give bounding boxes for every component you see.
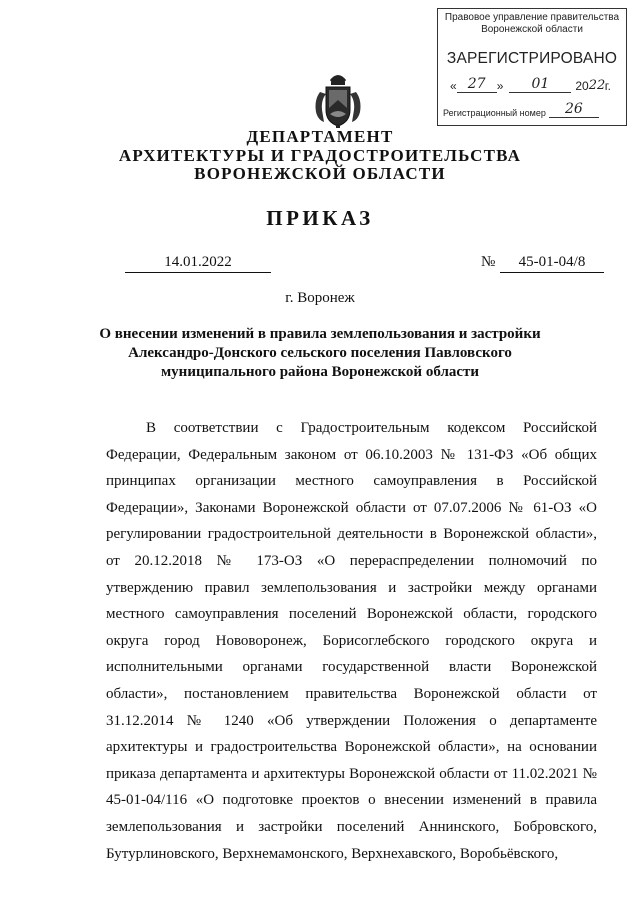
document-type: ПРИКАЗ bbox=[266, 206, 374, 230]
order-subject bbox=[80, 325, 560, 382]
registration-stamp bbox=[437, 8, 627, 126]
department-line3: ВОРОНЕЖСКОЙ ОБЛАСТИ bbox=[194, 164, 446, 183]
stamp-authority-line2: Воронежской области bbox=[481, 24, 583, 35]
city: г. Воронеж bbox=[285, 290, 355, 306]
stamp-authority-line1: Правовое управление правительства bbox=[444, 12, 620, 23]
department-line2: АРХИТЕКТУРЫ И ГРАДОСТРОИТЕЛЬСТВА bbox=[118, 145, 522, 165]
stamp-date-year-prefix: 20 bbox=[575, 79, 589, 93]
order-body-paragraph: В соответствии с Градостроительным кодексом Российской Федерации, Федеральным законом от 06.10.2003 № 131-ФЗ «Об общих принципах организации местного самоуправления в Российской Федерации», Законами Воронежской области от 07.07.2006 № 61-ОЗ «О регулировании градостроительной деятельности в Воронежской области», от 20.12.2018 № 173-ОЗ «О перераспределении полномочий по утверждению правил землепользования и застройки между органами местного самоуправления поселений Воронежской области, городского округа город Нововоронеж, Борисоглебского городского округа и исполнительными органами государственной власти Воронежской области», постановлением правительства Воронежской области от 31.12.2014 № 1240 «Об утверждении Положения о департаменте архитектуры и градостроительства Воронежской области», на основании приказа департамента и архитектуры Воронежской области от 11.02.2021 № 45-01-04/116 «О подготовке проектов о внесении изменений в правила землепользования и застройки поселений Аннинского, Бобровского, Бутурлиновского, Верхнемамонского, Верхнехавского, Воробьёвского, bbox=[106, 420, 597, 862]
stamp-date-year-suffix: г. bbox=[604, 79, 611, 93]
stamp-date bbox=[438, 76, 626, 93]
subject-line2: Александро-Донского сельского поселения Павловского bbox=[128, 345, 512, 361]
department-line1: ДЕПАРТАМЕНТ bbox=[246, 127, 394, 146]
voronezh-coat-of-arms-icon bbox=[312, 70, 364, 128]
stamp-date-day: 27 bbox=[457, 76, 497, 93]
coat-of-arms-svg bbox=[312, 70, 364, 128]
stamp-reg-label: Регистрационный номер bbox=[443, 108, 546, 118]
stamp-date-open-quote: « bbox=[450, 79, 457, 93]
stamp-date-year: 22 bbox=[588, 78, 606, 93]
order-number-label: № bbox=[481, 254, 496, 270]
department-name bbox=[0, 128, 640, 184]
subject-line1: О внесении изменений в правила землепользования и застройки bbox=[99, 326, 541, 342]
stamp-registration bbox=[438, 101, 626, 118]
order-date: 14.01.2022 bbox=[125, 254, 271, 273]
stamp-reg-number: 26 bbox=[549, 101, 599, 118]
stamp-date-month: 01 bbox=[509, 76, 571, 93]
order-number: 45-01-04/8 bbox=[500, 254, 604, 273]
subject-line3: муниципального района Воронежской области bbox=[160, 364, 480, 380]
stamp-date-close-quote: » bbox=[496, 79, 504, 93]
stamp-status: ЗАРЕГИСТРИРОВАНО bbox=[446, 50, 618, 67]
